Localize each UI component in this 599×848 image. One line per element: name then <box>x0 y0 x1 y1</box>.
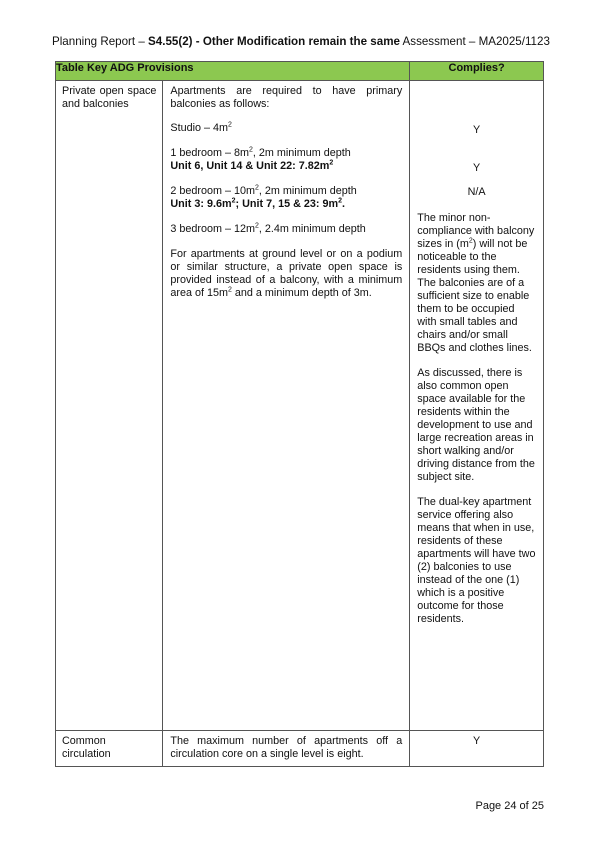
provision-cell <box>56 731 163 767</box>
compliance-note-1: The minor non-compliance with balcony sizes in $(m^2)$ will not be noticeable to the residents using them. The balconies are of a sufficient size to enable them to be occupied with small tables and chairs and/or small BBQs and clothes lines. <box>417 212 535 354</box>
three-bed-requirement: 3 bedroom – $12m^2$, 2.4m minimum depth <box>170 222 366 235</box>
requirement-intro: Apartments are required to have primary balconies as follows: <box>170 85 403 110</box>
complies-cell <box>410 731 544 767</box>
one-bed-units: Unit 6, Unit 14 & Unit 22: $7.82m^2$ <box>170 159 334 172</box>
table-row <box>56 731 544 767</box>
table-header-row <box>56 62 544 81</box>
header-suffix: Assessment – MA2025/1123 <box>399 35 550 48</box>
complies-one-bed: Y <box>473 162 481 174</box>
header-prefix: Planning Report – <box>52 35 149 48</box>
complies-circulation: Y <box>473 735 481 747</box>
one-bed-requirement: 1 bedroom – $8m^2$, 2m minimum depth <box>170 146 351 159</box>
compliance-note-2: As discussed, there is also common open space available for the residents within the development to use and large recreation areas in short walking and/or driving distance from the subject site. <box>417 367 535 483</box>
complies-cell <box>410 81 544 731</box>
provision-label: Common circulation <box>62 735 111 760</box>
header-title-bold: S4.55(2) - Other Modification remain the same <box>148 35 400 48</box>
two-bed-requirement: 2 bedroom – $10m^2$, 2m minimum depth <box>170 184 357 197</box>
page-header <box>52 35 550 48</box>
compliance-note-3: The dual-key apartment service offering also means that when in use, residents of these apartments will have two (2) balconies to use instead of the one (1) which is a positive outcome for those residents. <box>417 496 536 625</box>
adg-provisions-table <box>55 61 544 767</box>
provision-label: Private open space and balconies <box>62 85 157 110</box>
page-number: Page 24 of 25 <box>475 800 544 812</box>
requirement-cell <box>163 81 410 731</box>
ground-level-requirement: For apartments at ground level or on a podium or similar structure, a private open space is provided instead of a balcony, with a minimum area of $15m^2$ and a minimum depth of 3m. <box>170 248 403 299</box>
complies-studio: Y <box>473 124 481 136</box>
requirement-cell <box>163 731 410 767</box>
provisions-column-header: Table Key ADG Provisions <box>56 62 410 81</box>
studio-requirement: Studio – $4m^2$ <box>170 121 232 134</box>
circulation-requirement: The maximum number of apartments off a circulation core on a single level is eight. <box>170 735 403 760</box>
complies-column-header: Complies? <box>410 62 544 81</box>
complies-two-bed: N/A <box>467 186 486 198</box>
two-bed-units: Unit 3: $9.6m^2$; Unit 7, 15 & 23: $9m^2$. <box>170 197 345 210</box>
provision-cell <box>56 81 163 731</box>
table-row <box>56 81 544 731</box>
